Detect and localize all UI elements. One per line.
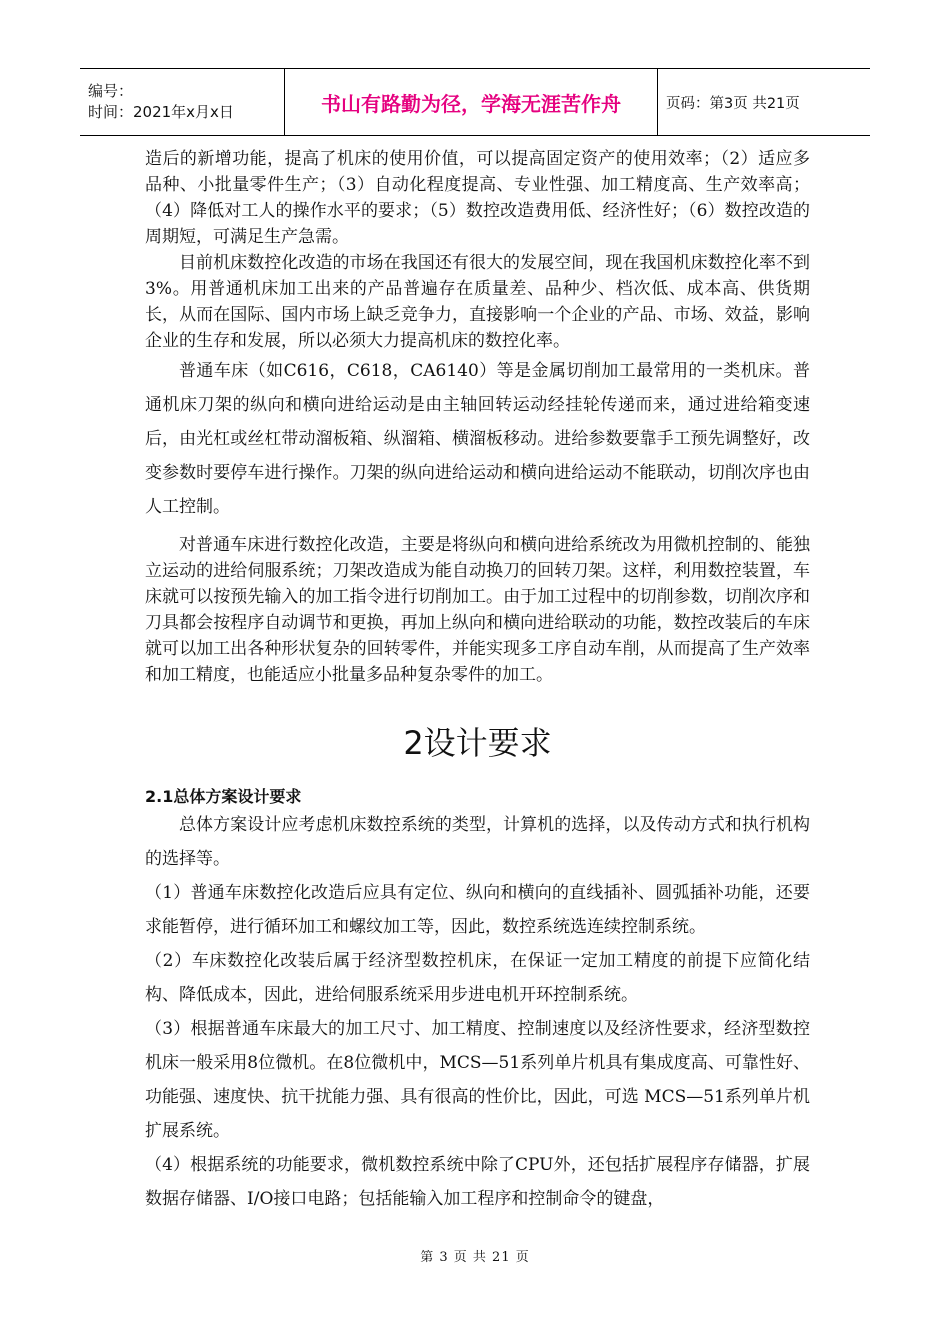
page-label: 页码：第3页 共21页 bbox=[666, 95, 800, 112]
serial-label: 编号： bbox=[88, 82, 134, 100]
page-header bbox=[80, 68, 870, 136]
page-body bbox=[145, 146, 810, 1209]
requirement-item: （3）根据普通车床最大的加工尺寸、加工精度、控制速度以及经济性要求，经济型数控机床一般采用8位微机。在8位微机中，MCS—51系列单片机具有集成度高、可靠性好、功能强、速度快、抗干扰能力强、具有很高的性价比，因此，可选 MCS—51系列单片机扩展系统。 bbox=[145, 1019, 810, 1141]
section-title: 2设计要求 bbox=[403, 724, 552, 762]
paragraph: 普通车床（如C616，C618，CA6140）等是金属切削加工最常用的一类机床。普通机床刀架的纵向和横向进给运动是由主轴回转运动经挂轮传递而来，通过进给箱变速后，由光杠或丝杠带动溜板箱、纵溜箱、横溜板移动。进给参数要靠手工预先调整好，改变参数时要停车进行操作。刀架的纵向进给运动和横向进给运动不能联动，切削次序也由人工控制。 bbox=[145, 361, 810, 517]
header-page-cell bbox=[658, 69, 870, 135]
header-meta bbox=[80, 69, 284, 135]
requirements-block bbox=[145, 808, 810, 1216]
subsection-title: 2.1总体方案设计要求 bbox=[145, 787, 302, 806]
requirement-item: （2）车床数控化改装后属于经济型数控机床，在保证一定加工精度的前提下应简化结构、降低成本，因此，进给伺服系统采用步进电机开环控制系统。 bbox=[145, 951, 810, 1005]
paragraph: 目前机床数控化改造的市场在我国还有很大的发展空间，现在我国机床数控化率不到3%。用普通机床加工出来的产品普遍存在质量差、品种少、档次低、成本高、供货期长，从而在国际、国内市场上缺乏竞争力，直接影响一个企业的产品、市场、效益，影响企业的生存和发展，所以必须大力提高机床的数控化率。 bbox=[145, 253, 810, 351]
header-motto-cell bbox=[284, 69, 658, 135]
requirement-item: （1）普通车床数控化改造后应具有定位、纵向和横向的直线插补、圆弧插补功能，还要求能暂停，进行循环加工和螺纹加工等，因此，数控系统选连续控制系统。 bbox=[145, 883, 810, 937]
page-footer: 第 3 页 共 21 页 bbox=[420, 1250, 530, 1265]
date-label: 时间：2021年x月x日 bbox=[88, 103, 234, 121]
paragraph: 对普通车床进行数控化改造，主要是将纵向和横向进给系统改为用微机控制的、能独立运动的进给伺服系统；刀架改造成为能自动换刀的回转刀架。这样，利用数控装置，车床就可以按预先输入的加工指令进行切削加工。由于加工过程中的切削参数，切削次序和刀具都会按程序自动调节和更换，再加上纵向和横向进给联动的功能，数控改装后的车床就可以加工出各种形状复杂的回转零件，并能实现多工序自动车削，从而提高了生产效率和加工精度，也能适应小批量多品种复杂零件的加工。 bbox=[145, 535, 810, 685]
motto-text: 书山有路勤为径，学海无涯苦作舟 bbox=[321, 91, 621, 116]
paragraph: 造后的新增功能，提高了机床的使用价值，可以提高固定资产的使用效率；（2）适应多品种、小批量零件生产；（3）自动化程度提高、专业性强、加工精度高、生产效率高；（4）降低对工人的操作水平的要求；（5）数控改造费用低、经济性好；（6）数控改造的周期短，可满足生产急需。 bbox=[145, 149, 810, 247]
requirement-item: （4）根据系统的功能要求，微机数控系统中除了CPU外，还包括扩展程序存储器，扩展数据存储器、I/O接口电路；包括能输入加工程序和控制命令的键盘， bbox=[145, 1155, 810, 1209]
requirement-intro: 总体方案设计应考虑机床数控系统的类型，计算机的选择，以及传动方式和执行机构的选择等。 bbox=[145, 815, 810, 869]
